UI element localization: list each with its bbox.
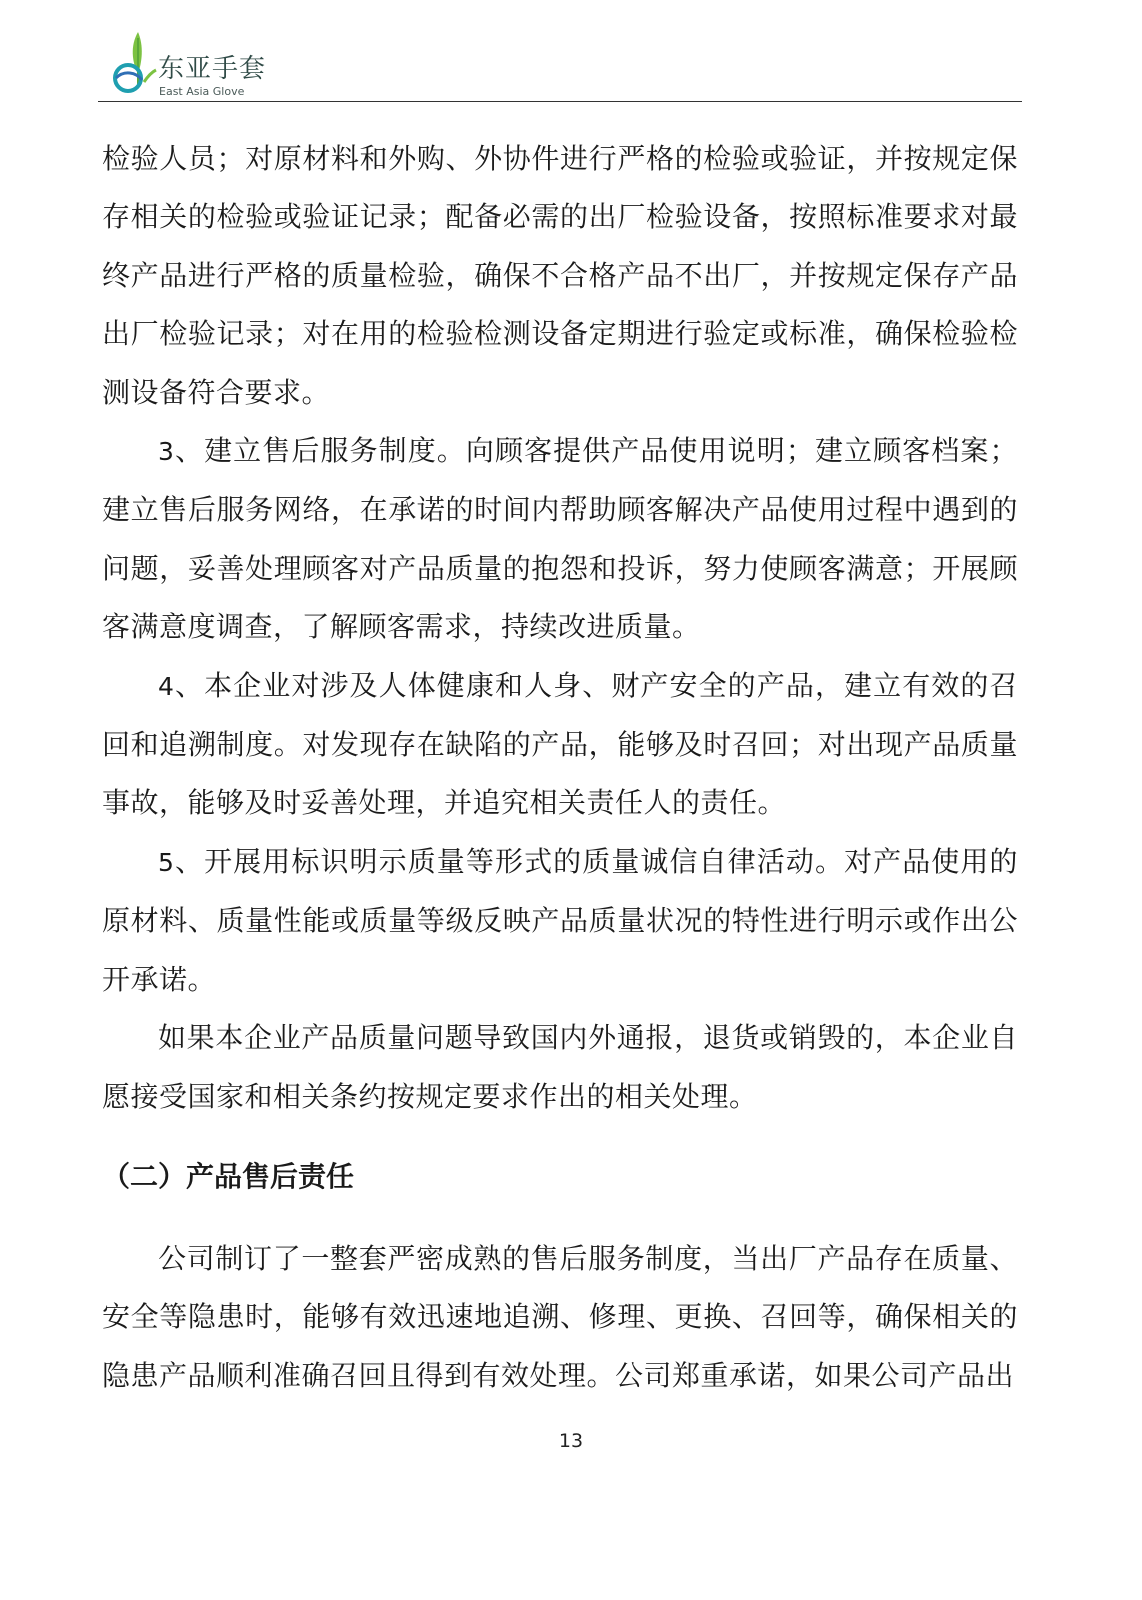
paragraph-item-5 <box>102 833 1018 1009</box>
paragraph-text: 、建立售后服务制度。向顾客提供产品使用说明；建立顾客档案；建立售后服务网络，在承诺的时间内帮助顾客解决产品使用过程中遇到的问题，妥善处理顾客对产品质量的抱怨和投诉，努力使顾客满意；开展顾客满意度调查，了解顾客需求，持续改进质量。 <box>102 434 1018 644</box>
header-divider <box>98 101 1022 102</box>
item-number: 4 <box>158 671 175 701</box>
item-number: 5 <box>158 847 175 877</box>
paragraph-inspection <box>102 130 1018 422</box>
paragraph-commitment <box>102 1009 1018 1126</box>
paragraph-text: 如果本企业产品质量问题导致国内外通报，退货或销毁的，本企业自愿接受国家和相关条约按规定要求作出的相关处理。 <box>102 1021 1018 1113</box>
paragraph-item-4 <box>102 657 1018 833</box>
section-heading: （二）产品售后责任 <box>102 1159 355 1193</box>
paragraph-item-3 <box>102 422 1018 657</box>
paragraph-text: 、本企业对涉及人体健康和人身、财产安全的产品，建立有效的召回和追溯制度。对发现存在缺陷的产品，能够及时召回；对出现产品质量事故，能够及时妥善处理，并追究相关责任人的责任。 <box>102 668 1018 820</box>
brand-name-english: East Asia Glove <box>159 85 245 98</box>
item-number: 3 <box>158 437 175 467</box>
paragraph-text: 、开展用标识明示质量等形式的质量诚信自律活动。对产品使用的原材料、质量性能或质量等级反映产品质量状况的特性进行明示或作出公开承诺。 <box>102 844 1018 996</box>
east-asia-glove-logo-icon <box>108 28 160 98</box>
page-header <box>102 28 1022 104</box>
paragraph-after-sales <box>102 1230 1018 1405</box>
document-body <box>102 130 1018 1405</box>
paragraph-text: 检验人员；对原材料和外购、外协件进行严格的检验或验证，并按规定保存相关的检验或验证记录；配备必需的出厂检验设备，按照标准要求对最终产品进行严格的质量检验，确保不合格产品不出厂，并按规定保存产品出厂检验记录；对在用的检验检测设备定期进行验定或标准，确保检验检测设备符合要求。 <box>102 142 1018 409</box>
page-number: 13 <box>558 1430 584 1452</box>
paragraph-text: 公司制订了一整套严密成熟的售后服务制度，当出厂产品存在质量、安全等隐患时，能够有效迅速地追溯、修理、更换、召回等，确保相关的隐患产品顺利准确召回且得到有效处理。公司郑重承诺，如果公司产品出 <box>102 1241 1018 1392</box>
brand-name-chinese: 东亚手套 <box>158 54 267 84</box>
